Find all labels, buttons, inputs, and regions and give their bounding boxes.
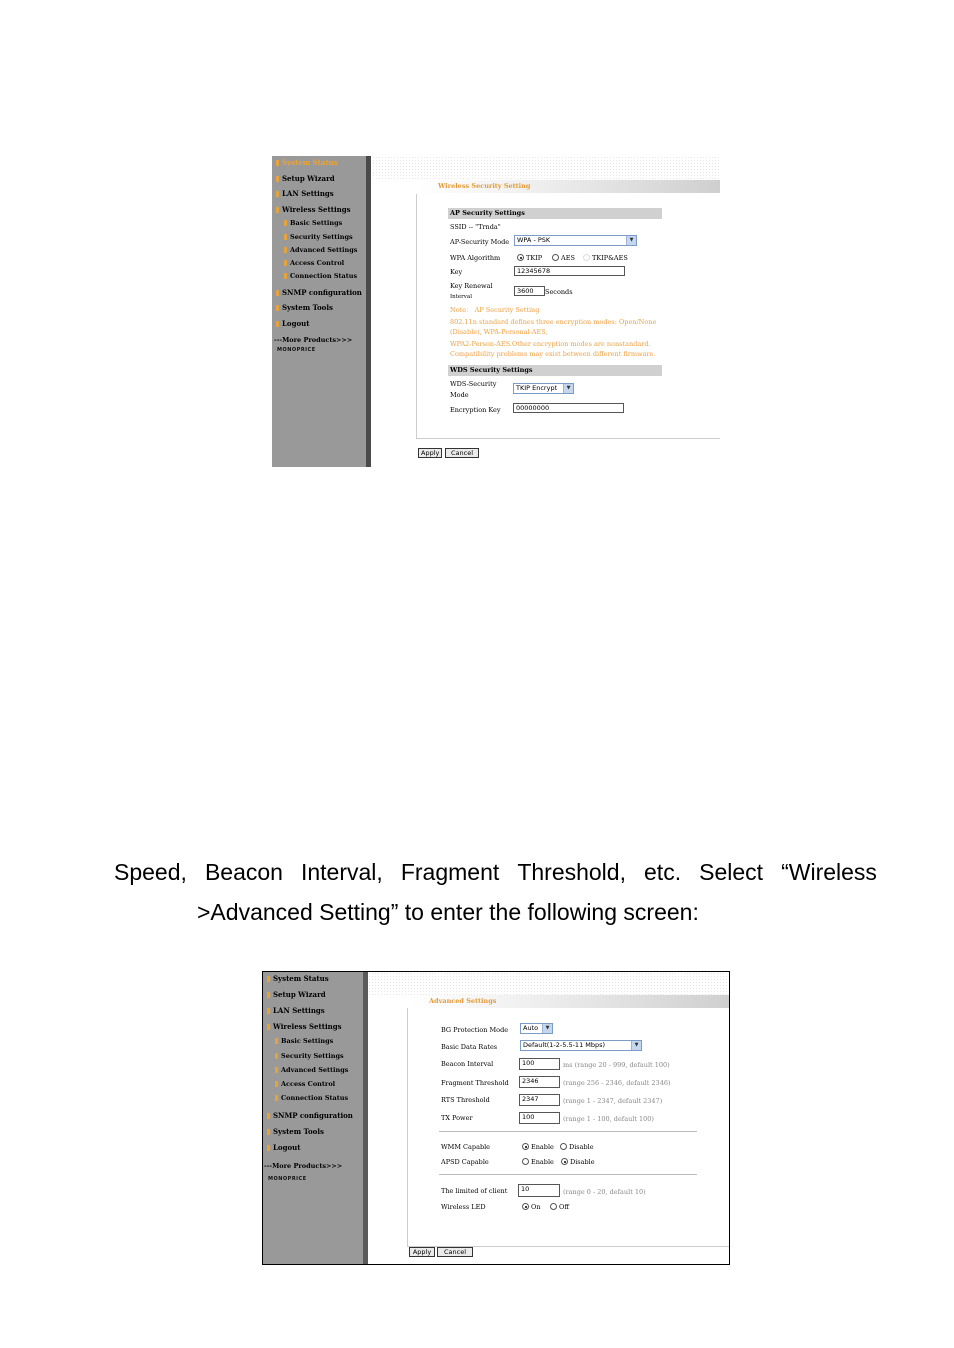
wireless-security-screenshot	[272, 156, 720, 467]
chevron-down-icon: ▼	[542, 1024, 552, 1033]
rts-threshold-hint: (range 1 - 2347, default 2347)	[563, 1097, 663, 1105]
cancel-button[interactable]: Cancel	[437, 1247, 473, 1257]
apsd-disable-radio[interactable]	[561, 1158, 568, 1165]
page-title: Wireless Security Setting	[438, 182, 531, 190]
sidebar-item-basic-settings[interactable]: Basic Settings	[275, 1037, 333, 1045]
key-label: Key	[450, 268, 463, 276]
sidebar-item-setup-wizard[interactable]: Setup Wizard	[276, 174, 335, 183]
sidebar-item-access-control[interactable]: Access Control	[275, 1080, 335, 1088]
basic-data-rates-select[interactable]: Default(1-2-5.5-11 Mbps) ▼	[520, 1040, 642, 1051]
beacon-interval-label: Beacon Interval	[441, 1060, 494, 1068]
instruction-paragraph-line-2: >Advanced Setting” to enter the following screen:	[197, 899, 699, 925]
note-line-1: 802.11n standard defines three encryption modes: Open/None	[450, 318, 657, 326]
sidebar-item-security-settings[interactable]: Security Settings	[275, 1052, 344, 1060]
monoprice-logo: MONOPRICE	[268, 1176, 307, 1182]
basic-data-rates-label: Basic Data Rates	[441, 1043, 498, 1051]
page-title-bar	[420, 180, 720, 193]
bg-protection-label: BG Protection Mode	[441, 1026, 509, 1034]
apsd-enable-radio[interactable]	[522, 1158, 529, 1165]
page-title-bar	[411, 995, 730, 1008]
note-line-3: WPA2-Person-AES.Other encryption modes are nonstandard.	[450, 340, 651, 348]
client-limit-hint: (range 0 - 20, default 10)	[563, 1188, 646, 1196]
tkip-aes-radio[interactable]	[583, 254, 590, 261]
security-mode-select[interactable]: WPA - PSK ▼	[514, 235, 637, 246]
tkip-radio[interactable]	[517, 254, 524, 261]
fragment-threshold-input[interactable]: 2346	[519, 1076, 560, 1088]
sidebar-item-lan-settings[interactable]: LAN Settings	[267, 1006, 325, 1015]
led-on-radio[interactable]	[522, 1203, 529, 1210]
sidebar-item-logout[interactable]: Logout	[276, 319, 309, 328]
sidebar-item-security-settings[interactable]: Security Settings	[284, 233, 353, 241]
apply-button[interactable]: Apply	[418, 448, 442, 458]
wds-mode-select[interactable]: TKIP Encrypt ▼	[513, 383, 574, 394]
note-title: Note： AP Security Setting	[450, 306, 540, 314]
wmm-enable-label: Enable	[531, 1143, 554, 1151]
note-line-2: (Disable), WPA-Personal-AES,	[450, 328, 548, 336]
sidebar-item-system-tools[interactable]: System Tools	[267, 1127, 324, 1136]
instruction-paragraph-line-1: Speed, Beacon Interval, Fragment Threshold, etc. Select “Wireless	[114, 859, 877, 885]
beacon-interval-hint: ms (range 20 - 999, default 100)	[563, 1061, 670, 1069]
tx-power-hint: (range 1 - 100, default 100)	[563, 1115, 654, 1123]
sidebar-item-wireless-settings[interactable]: Wireless Settings	[276, 205, 351, 214]
sidebar-item-system-tools[interactable]: System Tools	[276, 303, 333, 312]
sidebar-item-snmp[interactable]: SNMP configuration	[276, 288, 362, 297]
beacon-interval-input[interactable]: 100	[519, 1058, 560, 1070]
chevron-down-icon: ▼	[563, 384, 573, 393]
apsd-capable-label: APSD Capable	[441, 1158, 489, 1166]
aes-label: AES	[561, 254, 575, 262]
bg-protection-select[interactable]: Auto ▼	[520, 1023, 553, 1034]
sidebar-item-system-status[interactable]: System Status	[267, 974, 329, 983]
rts-threshold-label: RTS Threshold	[441, 1096, 490, 1104]
tx-power-label: TX Power	[441, 1114, 473, 1122]
more-products-link[interactable]: ---More Products>>>	[274, 336, 353, 344]
key-input[interactable]: 12345678	[514, 266, 625, 276]
key-renewal-interval-label: Interval	[450, 294, 472, 300]
sidebar-item-system-status[interactable]: System Status	[276, 158, 338, 167]
key-renewal-input[interactable]: 3600	[514, 286, 545, 296]
more-products-link[interactable]: ---More Products>>>	[264, 1162, 343, 1170]
ap-security-section-header: AP Security Settings	[448, 208, 662, 219]
client-limit-input[interactable]: 10	[518, 1184, 560, 1197]
aes-radio[interactable]	[552, 254, 559, 261]
advanced-settings-screenshot	[262, 971, 730, 1265]
ssid-label: SSID -- "Trnda"	[450, 223, 501, 231]
chevron-down-icon: ▼	[626, 236, 636, 245]
encryption-key-input[interactable]: 00000000	[513, 403, 624, 413]
sidebar-item-wireless-settings[interactable]: Wireless Settings	[267, 1022, 342, 1031]
led-on-label: On	[531, 1203, 541, 1211]
sidebar-item-logout[interactable]: Logout	[267, 1143, 300, 1152]
wds-security-section-header: WDS Security Settings	[448, 365, 662, 376]
rts-threshold-input[interactable]: 2347	[519, 1094, 560, 1106]
client-limit-label: The limited of client	[441, 1187, 508, 1195]
key-renewal-label: Key Renewal	[450, 282, 493, 290]
apply-button[interactable]: Apply	[409, 1247, 435, 1257]
page-title: Advanced Settings	[429, 997, 497, 1005]
chevron-down-icon: ▼	[631, 1041, 641, 1050]
tkip-label: TKIP	[526, 254, 543, 262]
led-off-label: Off	[559, 1203, 569, 1211]
wds-security-label: WDS-Security	[450, 380, 497, 388]
sidebar-menu	[263, 972, 363, 1264]
seconds-unit-label: Seconds	[545, 288, 573, 296]
monoprice-logo: MONOPRICE	[277, 347, 316, 353]
sidebar-item-advanced-settings[interactable]: Advanced Settings	[275, 1066, 348, 1074]
fragment-threshold-label: Fragment Threshold	[441, 1079, 509, 1087]
tkip-aes-label: TKIP&AES	[592, 254, 628, 262]
cancel-button[interactable]: Cancel	[445, 448, 479, 458]
sidebar-item-basic-settings[interactable]: Basic Settings	[284, 219, 342, 227]
sidebar-item-setup-wizard[interactable]: Setup Wizard	[267, 990, 326, 999]
note-line-4: Compatibility problems may exist between different firmware.	[450, 350, 656, 358]
sidebar-menu	[272, 156, 366, 467]
fragment-threshold-hint: (range 256 - 2346, default 2346)	[563, 1079, 671, 1087]
apsd-disable-label: Disable	[570, 1158, 595, 1166]
wireless-led-label: Wireless LED	[441, 1203, 486, 1211]
wmm-disable-label: Disable	[569, 1143, 594, 1151]
sidebar-item-lan-settings[interactable]: LAN Settings	[276, 189, 334, 198]
wmm-capable-label: WMM Capable	[441, 1143, 491, 1151]
apsd-enable-label: Enable	[531, 1158, 554, 1166]
sidebar-item-access-control[interactable]: Access Control	[284, 259, 344, 267]
sidebar-item-connection-status[interactable]: Connection Status	[275, 1094, 348, 1102]
tx-power-input[interactable]: 100	[519, 1112, 560, 1124]
security-mode-label: AP-Security Mode	[450, 238, 510, 246]
wpa-algorithm-label: WPA Algorithm	[450, 254, 501, 262]
sidebar-item-advanced-settings[interactable]: Advanced Settings	[284, 246, 357, 254]
encryption-key-label: Encryption Key	[450, 406, 501, 414]
sidebar-item-connection-status[interactable]: Connection Status	[284, 272, 357, 280]
wmm-disable-radio[interactable]	[560, 1143, 567, 1150]
led-off-radio[interactable]	[550, 1203, 557, 1210]
wmm-enable-radio[interactable]	[522, 1143, 529, 1150]
wds-mode-label: Mode	[450, 391, 469, 399]
sidebar-item-snmp[interactable]: SNMP configuration	[267, 1111, 353, 1120]
